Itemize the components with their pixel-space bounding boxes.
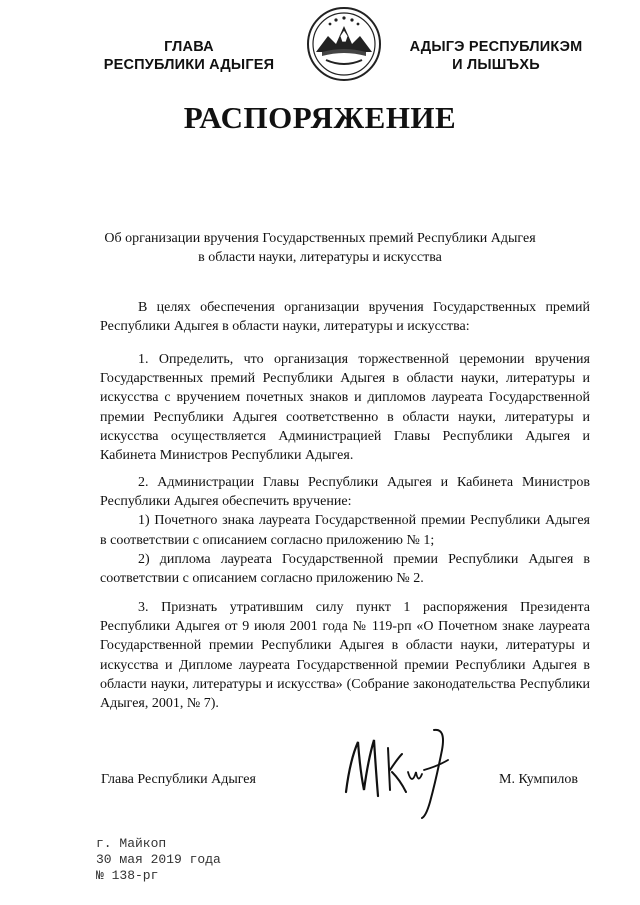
preamble: [100, 298, 590, 336]
subject-line-1: Об организации вручения Государственных премий Республики Адыгея: [104, 231, 536, 246]
issue-date: 30 мая 2019 года: [96, 852, 221, 867]
item-1-text: 1. Определить, что организация торжественной церемонии вручения Государственных премий Республики Адыгея в области науки, литературы и искусства с вручением почетных знаков и дипломов лауреата Государственной премии Республики Адыгея соответственно в области науки, литературы и искусства осуществляется Администрацией Главы Республики Адыгея и Кабинета Министров Республики Адыгея.: [100, 352, 590, 464]
issuer-ady-line-2: И ЛЫШЪХЬ: [452, 57, 540, 73]
document-subject: [60, 229, 580, 267]
item-3: [100, 598, 590, 713]
preamble-text: В целях обеспечения организации вручения Государственных премий Республики Адыгея в области науки, литературы и искусства:: [100, 300, 590, 335]
document-footer: [96, 836, 221, 884]
item-2: [100, 473, 590, 588]
document-number: № 138-рг: [96, 868, 159, 883]
handwritten-signature: [338, 720, 468, 820]
subject-line-2: в области науки, литературы и искусства: [198, 250, 442, 265]
issuer-header-ru: [98, 38, 280, 74]
issuer-line-1: ГЛАВА: [164, 39, 214, 55]
item-2-subitem-2: 2) диплома лауреата Государственной премии Республики Адыгея в соответствии с описанием согласно приложению № 2.: [100, 551, 590, 587]
signatory-name: М. Кумпилов: [499, 772, 578, 787]
issuer-header-ady: [398, 38, 594, 74]
item-1: [100, 350, 590, 465]
signatory-position: Глава Республики Адыгея: [101, 772, 256, 787]
item-3-text: 3. Признать утратившим силу пункт 1 распоряжения Президента Республики Адыгея от 9 июля 2001 года № 119-рп «О Почетном знаке лауреата Государственной премии Республики Адыгея в области науки, литературы и искусства и Дипломе лауреата Государственной премии Республики Адыгея в области науки, литературы и искусства» (Собрание законодательства Республики Адыгея, 2001, № 7).: [100, 600, 590, 712]
item-2-subitem-1: 1) Почетного знака лауреата Государственной премии Республики Адыгея в соответствии с описанием согласно приложению № 1;: [100, 513, 590, 548]
coat-of-arms-emblem: [306, 6, 382, 82]
document-title: РАСПОРЯЖЕНИЕ: [183, 100, 457, 135]
issue-city: г. Майкоп: [96, 836, 167, 851]
item-2-text: 2. Администрации Главы Республики Адыгея и Кабинета Министров Республики Адыгея обеспечить вручение:: [100, 475, 590, 510]
issuer-ady-line-1: АДЫГЭ РЕСПУБЛИКЭМ: [409, 39, 583, 55]
issuer-line-2: РЕСПУБЛИКИ АДЫГЕЯ: [103, 57, 275, 73]
